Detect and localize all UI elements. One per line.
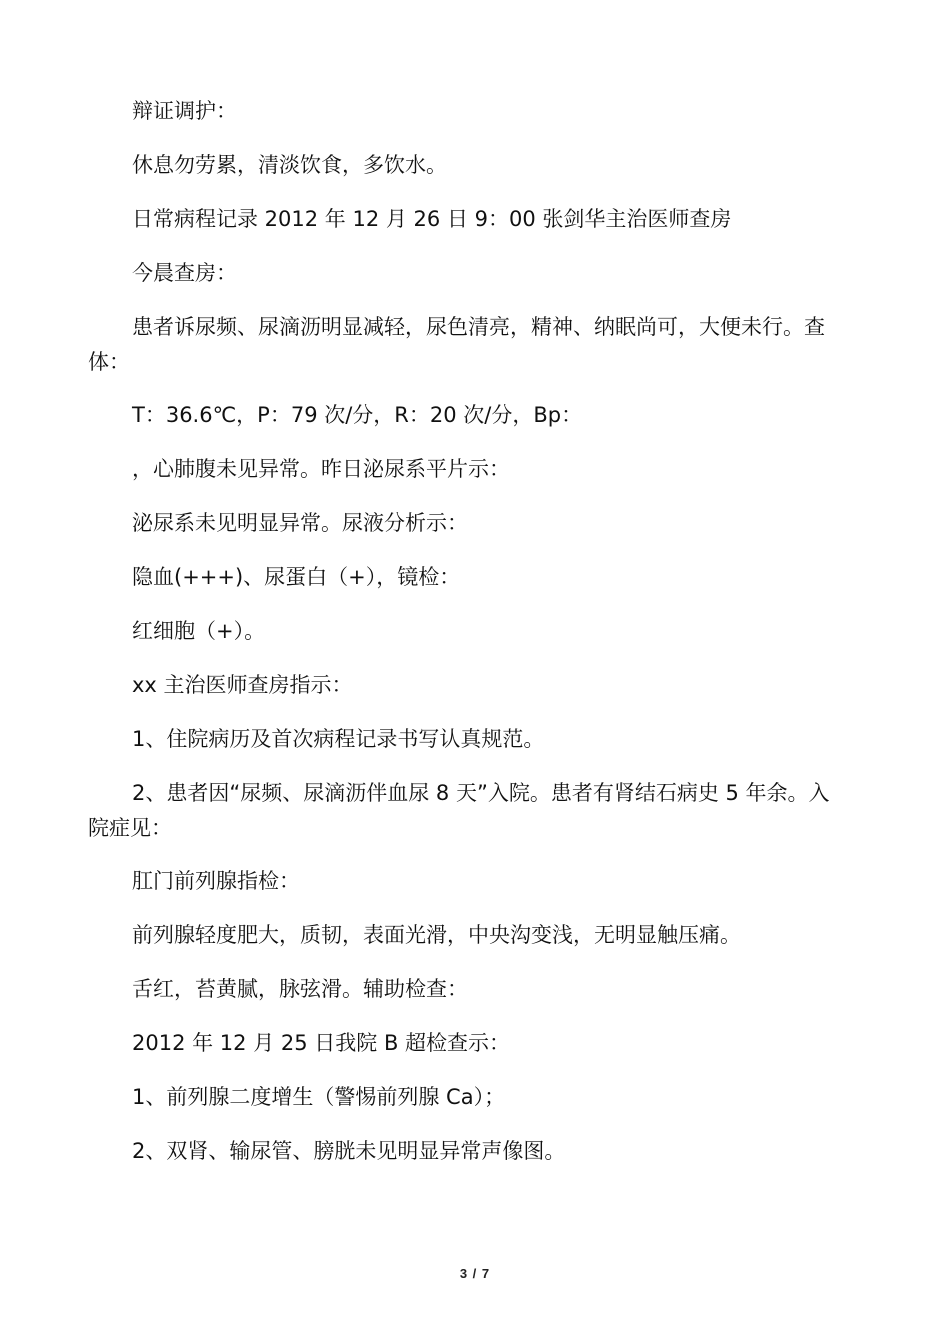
paragraph-18: 1、前列腺二度增生（警惕前列腺 Ca）； bbox=[132, 1085, 506, 1109]
paragraph-4: 今晨查房： bbox=[132, 261, 237, 285]
paragraph-7: ，心肺腹未见异常。昨日泌尿系平片示： bbox=[132, 457, 510, 481]
paragraph-1: 辩证调护： bbox=[132, 99, 237, 123]
paragraph-10: 红细胞（+）。 bbox=[132, 619, 266, 643]
paragraph-6: T：36.6℃，P：79 次/分，R：20 次/分，Bp： bbox=[132, 403, 583, 427]
paragraph-8: 泌尿系未见明显异常。尿液分析示： bbox=[132, 511, 468, 535]
paragraph-12: 1、住院病历及首次病程记录书写认真规范。 bbox=[132, 727, 545, 751]
page-number: 3 / 7 bbox=[459, 1266, 491, 1281]
paragraph-19: 2、双肾、输尿管、膀胱未见明显异常声像图。 bbox=[132, 1139, 566, 1163]
paragraph-15: 前列腺轻度肥大，质韧，表面光滑，中央沟变浅，无明显触压痛。 bbox=[132, 923, 741, 947]
paragraph-13: 2、患者因“尿频、尿滴沥伴血尿 8 天”入院。患者有肾结石病史 5 年余。入院症见： bbox=[88, 781, 830, 840]
paragraph-14: 肛门前列腺指检： bbox=[132, 869, 300, 893]
paragraph-16: 舌红，苔黄腻，脉弦滑。辅助检查： bbox=[132, 977, 468, 1001]
paragraph-3: 日常病程记录 2012 年 12 月 26 日 9：00 张剑华主治医师查房 bbox=[132, 207, 732, 231]
paragraph-5: 患者诉尿频、尿滴沥明显减轻，尿色清亮，精神、纳眠尚可，大便未行。查体： bbox=[88, 315, 825, 374]
paragraph-9: 隐血(+++)、尿蛋白（+），镜检： bbox=[132, 565, 461, 589]
paragraph-2: 休息勿劳累，清淡饮食，多饮水。 bbox=[132, 153, 447, 177]
paragraph-11: xx 主治医师查房指示： bbox=[132, 673, 353, 697]
paragraph-17: 2012 年 12 月 25 日我院 B 超检查示： bbox=[132, 1031, 511, 1055]
